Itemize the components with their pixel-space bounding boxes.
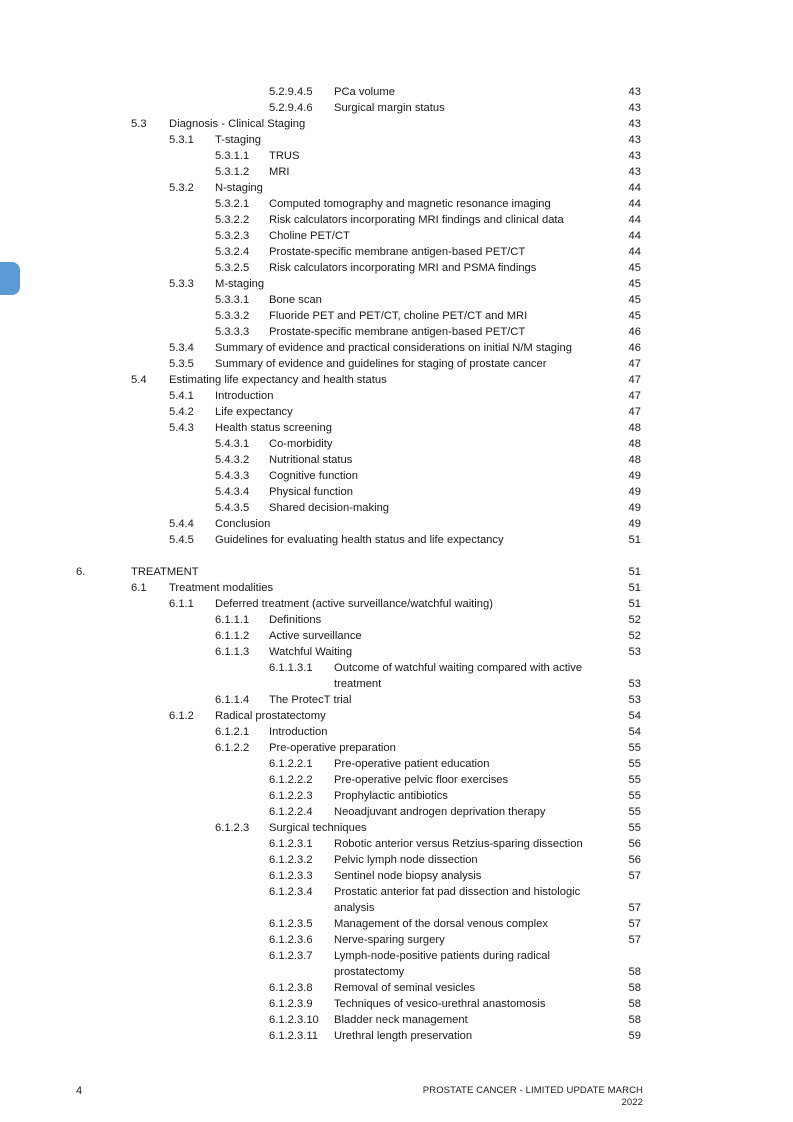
toc-entry-page: 46: [628, 326, 641, 338]
toc-entry-title: Computed tomography and magnetic resonance imaging: [269, 198, 551, 210]
toc-entry-title: PCa volume: [334, 86, 395, 98]
toc-entry[interactable]: [0, 756, 793, 772]
toc-entry-number: 6.1.2.3.4: [269, 886, 313, 898]
toc-entry-title: Diagnosis - Clinical Staging: [169, 118, 306, 130]
toc-entry-page: 47: [628, 390, 641, 402]
toc-entry[interactable]: [0, 596, 793, 612]
toc-entry[interactable]: [0, 724, 793, 740]
toc-entry-title: Guidelines for evaluating health status and life expectancy: [215, 534, 504, 546]
toc-entry-page: 51: [628, 534, 641, 546]
toc-entry-number: 5.2.9.4.5: [269, 86, 313, 98]
toc-entry-page: 53: [628, 646, 641, 658]
toc-entry-title: Lymph-node-positive patients during radical prostatectomy: [334, 950, 550, 978]
toc-entry-title: Cognitive function: [269, 470, 358, 482]
toc-entry-title: Pre-operative patient education: [334, 758, 490, 770]
toc-entry-number: 5.4.1: [169, 390, 194, 402]
toc-entry[interactable]: [0, 692, 793, 708]
toc-entry-number: 6.1.2.3.2: [269, 854, 313, 866]
toc-entry-page: 45: [628, 294, 641, 306]
toc-entry-page: 43: [628, 166, 641, 178]
footer-title: PROSTATE CANCER - LIMITED UPDATE MARCH 2022: [422, 1085, 643, 1108]
toc-entry[interactable]: [0, 484, 793, 500]
toc-entry-number: 5.3.3.3: [215, 326, 250, 338]
toc-entry-page: 55: [628, 758, 641, 770]
toc-entry-title: TRUS: [269, 150, 300, 162]
toc-entry-number: 5.4.3.2: [215, 454, 250, 466]
toc-entry-page: 43: [628, 150, 641, 162]
toc-entry-title: Radical prostatectomy: [215, 710, 326, 722]
toc-entry-page: 43: [628, 102, 641, 114]
toc-entry[interactable]: [0, 916, 793, 932]
toc-entry-number: 5.4: [131, 374, 147, 386]
toc-entry-number: 5.3.2.2: [215, 214, 250, 226]
toc-entry[interactable]: [0, 292, 793, 308]
toc-entry-page: 58: [628, 1014, 641, 1026]
toc-entry-page: 49: [628, 486, 641, 498]
toc-entry-title: Pre-operative pelvic floor exercises: [334, 774, 509, 786]
toc-entry-number: 6.1.2.2: [215, 742, 250, 754]
toc-entry-title: Deferred treatment (active surveillance/watchful waiting): [215, 598, 493, 610]
toc-entry-title: Introduction: [269, 726, 328, 738]
toc-entry-number: 6.1.2.2.1: [269, 758, 313, 770]
toc-entry-title: Physical function: [269, 486, 353, 498]
toc-entry-page: 59: [628, 1030, 641, 1042]
toc-entry-number: 5.4.3.4: [215, 486, 250, 498]
toc-entry-title: N-staging: [215, 182, 263, 194]
toc-entry-number: 6.1.2.3.6: [269, 934, 313, 946]
toc-entry-number: 5.4.3.5: [215, 502, 250, 514]
toc-entry-page: 58: [628, 966, 641, 978]
toc-entry[interactable]: [0, 772, 793, 788]
toc-entry-title: Pre-operative preparation: [269, 742, 396, 754]
toc-entry[interactable]: [0, 948, 793, 980]
toc-entry[interactable]: [0, 660, 793, 692]
toc-entry-title: Techniques of vesico-urethral anastomosis: [334, 998, 546, 1010]
toc-entry[interactable]: [0, 164, 793, 180]
toc-entry-number: 6.1.2.2.2: [269, 774, 313, 786]
toc-entry[interactable]: [0, 628, 793, 644]
toc-entry[interactable]: [0, 340, 793, 356]
toc-entry-number: 6.1.1.2: [215, 630, 250, 642]
toc-entry[interactable]: [0, 452, 793, 468]
toc-entry-number: 5.3.3.2: [215, 310, 250, 322]
toc-entry-title: Introduction: [215, 390, 274, 402]
toc-entry-title: Choline PET/CT: [269, 230, 350, 242]
toc-entry-number: 6.1.2.3.5: [269, 918, 313, 930]
toc-entry-title: Fluoride PET and PET/CT, choline PET/CT and MRI: [269, 310, 528, 322]
toc-entry[interactable]: [0, 148, 793, 164]
toc-entry-page: 55: [628, 822, 641, 834]
toc-entry-page: 56: [628, 838, 641, 850]
toc-entry-number: 6.1.2.2.4: [269, 806, 313, 818]
toc-entry[interactable]: [0, 84, 793, 100]
toc-entry-number: 6.1.1.3: [215, 646, 250, 658]
toc-entry-number: 6.1.2.2.3: [269, 790, 313, 802]
toc-entry-title: Prostatic anterior fat pad dissection and histologic analysis: [334, 886, 581, 914]
toc-entry[interactable]: [0, 980, 793, 996]
toc-entry-page: 45: [628, 278, 641, 290]
toc-entry-title: Nutritional status: [269, 454, 353, 466]
toc-entry-number: 6.1.2.3.1: [269, 838, 313, 850]
toc-entry-page: 52: [628, 614, 641, 626]
toc-entry[interactable]: [0, 260, 793, 276]
toc-entry-title: Conclusion: [215, 518, 271, 530]
toc-entry-page: 48: [628, 454, 641, 466]
toc-entry[interactable]: [0, 836, 793, 852]
toc-entry-title: Prophylactic antibiotics: [334, 790, 448, 802]
toc-entry-title: Prostate-specific membrane antigen-based PET/CT: [269, 326, 526, 338]
toc-entry-number: 6.1.2.3.10: [269, 1014, 319, 1026]
toc-entry-title: MRI: [269, 166, 290, 178]
toc-entry-page: 44: [628, 214, 641, 226]
toc-entry[interactable]: [0, 388, 793, 404]
toc-entry-number: 6.1.2.3.8: [269, 982, 313, 994]
toc-entry-page: 55: [628, 774, 641, 786]
toc-entry-number: 5.3.3.1: [215, 294, 250, 306]
toc-entry[interactable]: [0, 516, 793, 532]
toc-entry-number: 6.1.1.3.1: [269, 662, 313, 674]
toc-entry[interactable]: [0, 932, 793, 948]
toc-entry[interactable]: [0, 500, 793, 516]
toc-entry[interactable]: [0, 196, 793, 212]
toc-entry-page: 55: [628, 806, 641, 818]
toc-entry-page: 56: [628, 854, 641, 866]
toc-entry-title: Summary of evidence and practical considerations on initial N/M staging: [215, 342, 572, 354]
toc-entry-page: 53: [628, 678, 641, 690]
toc-entry[interactable]: [0, 324, 793, 340]
toc-entry-title: Active surveillance: [269, 630, 362, 642]
toc-entry[interactable]: [0, 1012, 793, 1028]
toc-entry[interactable]: [0, 468, 793, 484]
toc-entry-page: 48: [628, 422, 641, 434]
toc-entry[interactable]: [0, 116, 793, 132]
toc-entry-number: 5.3.3: [169, 278, 194, 290]
toc-entry-title: Outcome of watchful waiting compared with active treatment: [334, 662, 583, 690]
toc-entry-title: Definitions: [269, 614, 322, 626]
toc-entry-title: Nerve-sparing surgery: [334, 934, 445, 946]
toc-entry[interactable]: [0, 580, 793, 596]
toc-entry-title: T-staging: [215, 134, 262, 146]
toc-entry-title: M-staging: [215, 278, 265, 290]
toc-entry[interactable]: [0, 1028, 793, 1044]
toc-entry-title: The ProtecT trial: [269, 694, 352, 706]
toc-entry-number: 5.3.2.3: [215, 230, 250, 242]
toc-entry[interactable]: [0, 372, 793, 388]
toc-entry-number: 5.3.2: [169, 182, 194, 194]
toc-entry-number: 5.4.4: [169, 518, 194, 530]
toc-entry-page: 57: [628, 870, 641, 882]
toc-entry[interactable]: [0, 532, 793, 548]
toc-entry-number: 6.1.2.3.3: [269, 870, 313, 882]
toc-entry-title: Risk calculators incorporating MRI findings and clinical data: [269, 214, 564, 226]
toc-entry-page: 43: [628, 86, 641, 98]
toc-entry-page: 49: [628, 502, 641, 514]
toc-entry-page: 58: [628, 982, 641, 994]
toc-entry-number: 5.4.5: [169, 534, 194, 546]
toc-entry-page: 52: [628, 630, 641, 642]
toc-entry-number: 6.1.1.1: [215, 614, 250, 626]
toc-entry-number: 6.1.1.4: [215, 694, 250, 706]
toc-entry-title: Shared decision-making: [269, 502, 390, 514]
toc-entry-title: Bladder neck management: [334, 1014, 468, 1026]
toc-entry-title: Treatment modalities: [169, 582, 274, 594]
toc-entry-title: Sentinel node biopsy analysis: [334, 870, 482, 882]
toc-entry[interactable]: [0, 180, 793, 196]
toc-entry-title: Removal of seminal vesicles: [334, 982, 476, 994]
toc-entry-number: 6.1.2.1: [215, 726, 250, 738]
toc-entry-title: Risk calculators incorporating MRI and PSMA findings: [269, 262, 537, 274]
toc-entry-number: 6.1.2: [169, 710, 194, 722]
toc-entry[interactable]: [0, 852, 793, 868]
toc-entry-page: 45: [628, 262, 641, 274]
toc-entry-number: 6.1.2.3.11: [269, 1030, 318, 1042]
toc-entry-title: Robotic anterior versus Retzius-sparing dissection: [334, 838, 583, 850]
toc-entry-page: 58: [628, 998, 641, 1010]
toc-entry[interactable]: [0, 740, 793, 756]
toc-entry-page: 44: [628, 182, 641, 194]
table-of-contents: [0, 84, 793, 1044]
toc-entry-page: 57: [628, 902, 641, 914]
toc-entry-number: 5.4.3.3: [215, 470, 250, 482]
toc-entry-page: 47: [628, 374, 641, 386]
toc-entry[interactable]: [0, 308, 793, 324]
toc-entry-number: 5.4.2: [169, 406, 194, 418]
toc-entry-page: 48: [628, 438, 641, 450]
toc-entry[interactable]: [0, 212, 793, 228]
toc-entry-page: 55: [628, 742, 641, 754]
toc-entry-page: 46: [628, 342, 641, 354]
toc-entry-title: Estimating life expectancy and health status: [169, 374, 387, 386]
toc-entry-title: Watchful Waiting: [269, 646, 353, 658]
toc-entry[interactable]: [0, 708, 793, 724]
toc-entry[interactable]: [0, 788, 793, 804]
toc-entry-title: Bone scan: [269, 294, 322, 306]
toc-entry-number: 6.: [76, 566, 86, 578]
toc-entry-number: 5.3.2.5: [215, 262, 250, 274]
toc-entry-number: 5.4.3: [169, 422, 194, 434]
toc-entry[interactable]: [0, 228, 793, 244]
toc-entry-page: 53: [628, 694, 641, 706]
toc-entry[interactable]: [0, 244, 793, 260]
toc-entry-number: 6.1.1: [169, 598, 194, 610]
toc-entry[interactable]: [0, 868, 793, 884]
toc-entry[interactable]: [0, 356, 793, 372]
toc-entry-page: 43: [628, 134, 641, 146]
toc-entry-number: 5.3.2.1: [215, 198, 250, 210]
toc-entry-number: 5.3.2.4: [215, 246, 250, 258]
toc-entry-page: 47: [628, 406, 641, 418]
toc-entry-page: 54: [628, 710, 641, 722]
toc-entry-title: Prostate-specific membrane antigen-based PET/CT: [269, 246, 526, 258]
page-number: 4: [76, 1085, 83, 1097]
toc-entry-number: 6.1.2.3: [215, 822, 250, 834]
toc-entry-number: 5.3.1: [169, 134, 194, 146]
toc-entry-page: 51: [628, 598, 641, 610]
toc-entry[interactable]: [0, 436, 793, 452]
toc-entry-number: 6.1.2.3.7: [269, 950, 313, 962]
toc-entry[interactable]: [0, 804, 793, 820]
toc-entry[interactable]: [0, 132, 793, 148]
toc-entry-title: Summary of evidence and guidelines for staging of prostate cancer: [215, 358, 547, 370]
toc-entry-number: 5.3.1.1: [215, 150, 250, 162]
toc-entry-number: 5.2.9.4.6: [269, 102, 313, 114]
toc-entry-page: 51: [628, 566, 641, 578]
toc-entry-number: 5.3.5: [169, 358, 194, 370]
toc-entry[interactable]: [0, 564, 793, 580]
toc-entry-page: 44: [628, 246, 641, 258]
toc-entry-page: 51: [628, 582, 641, 594]
toc-entry-title: Neoadjuvant androgen deprivation therapy: [334, 806, 546, 818]
toc-entry-title: Surgical techniques: [269, 822, 367, 834]
toc-entry-title: Management of the dorsal venous complex: [334, 918, 548, 930]
toc-entry-title: Surgical margin status: [334, 102, 445, 114]
toc-entry-page: 55: [628, 790, 641, 802]
toc-entry-number: 6.1: [131, 582, 147, 594]
toc-entry-page: 44: [628, 230, 641, 242]
toc-entry-number: 5.3.1.2: [215, 166, 250, 178]
toc-entry-page: 49: [628, 470, 641, 482]
toc-entry-title: Co-morbidity: [269, 438, 333, 450]
toc-entry-page: 57: [628, 918, 641, 930]
toc-entry[interactable]: [0, 644, 793, 660]
toc-entry-number: 6.1.2.3.9: [269, 998, 313, 1010]
toc-entry-title: Pelvic lymph node dissection: [334, 854, 478, 866]
toc-entry-number: 5.3.4: [169, 342, 194, 354]
toc-entry[interactable]: [0, 820, 793, 836]
toc-entry-number: 5.3: [131, 118, 147, 130]
toc-entry-number: 5.4.3.1: [215, 438, 250, 450]
toc-entry-page: 57: [628, 934, 641, 946]
toc-entry[interactable]: [0, 100, 793, 116]
toc-entry-page: 49: [628, 518, 641, 530]
toc-entry-title: Urethral length preservation: [334, 1030, 473, 1042]
toc-entry[interactable]: [0, 996, 793, 1012]
toc-entry-title: Life expectancy: [215, 406, 293, 418]
toc-entry-page: 54: [628, 726, 641, 738]
toc-entry[interactable]: [0, 276, 793, 292]
toc-entry-page: 43: [628, 118, 641, 130]
toc-entry-page: 47: [628, 358, 641, 370]
toc-entry-page: 45: [628, 310, 641, 322]
toc-entry-title: Health status screening: [215, 422, 332, 434]
toc-entry[interactable]: [0, 612, 793, 628]
toc-entry[interactable]: [0, 884, 793, 916]
toc-entry[interactable]: [0, 420, 793, 436]
toc-entry[interactable]: [0, 404, 793, 420]
toc-entry-page: 44: [628, 198, 641, 210]
toc-entry-title: TREATMENT: [131, 566, 199, 578]
